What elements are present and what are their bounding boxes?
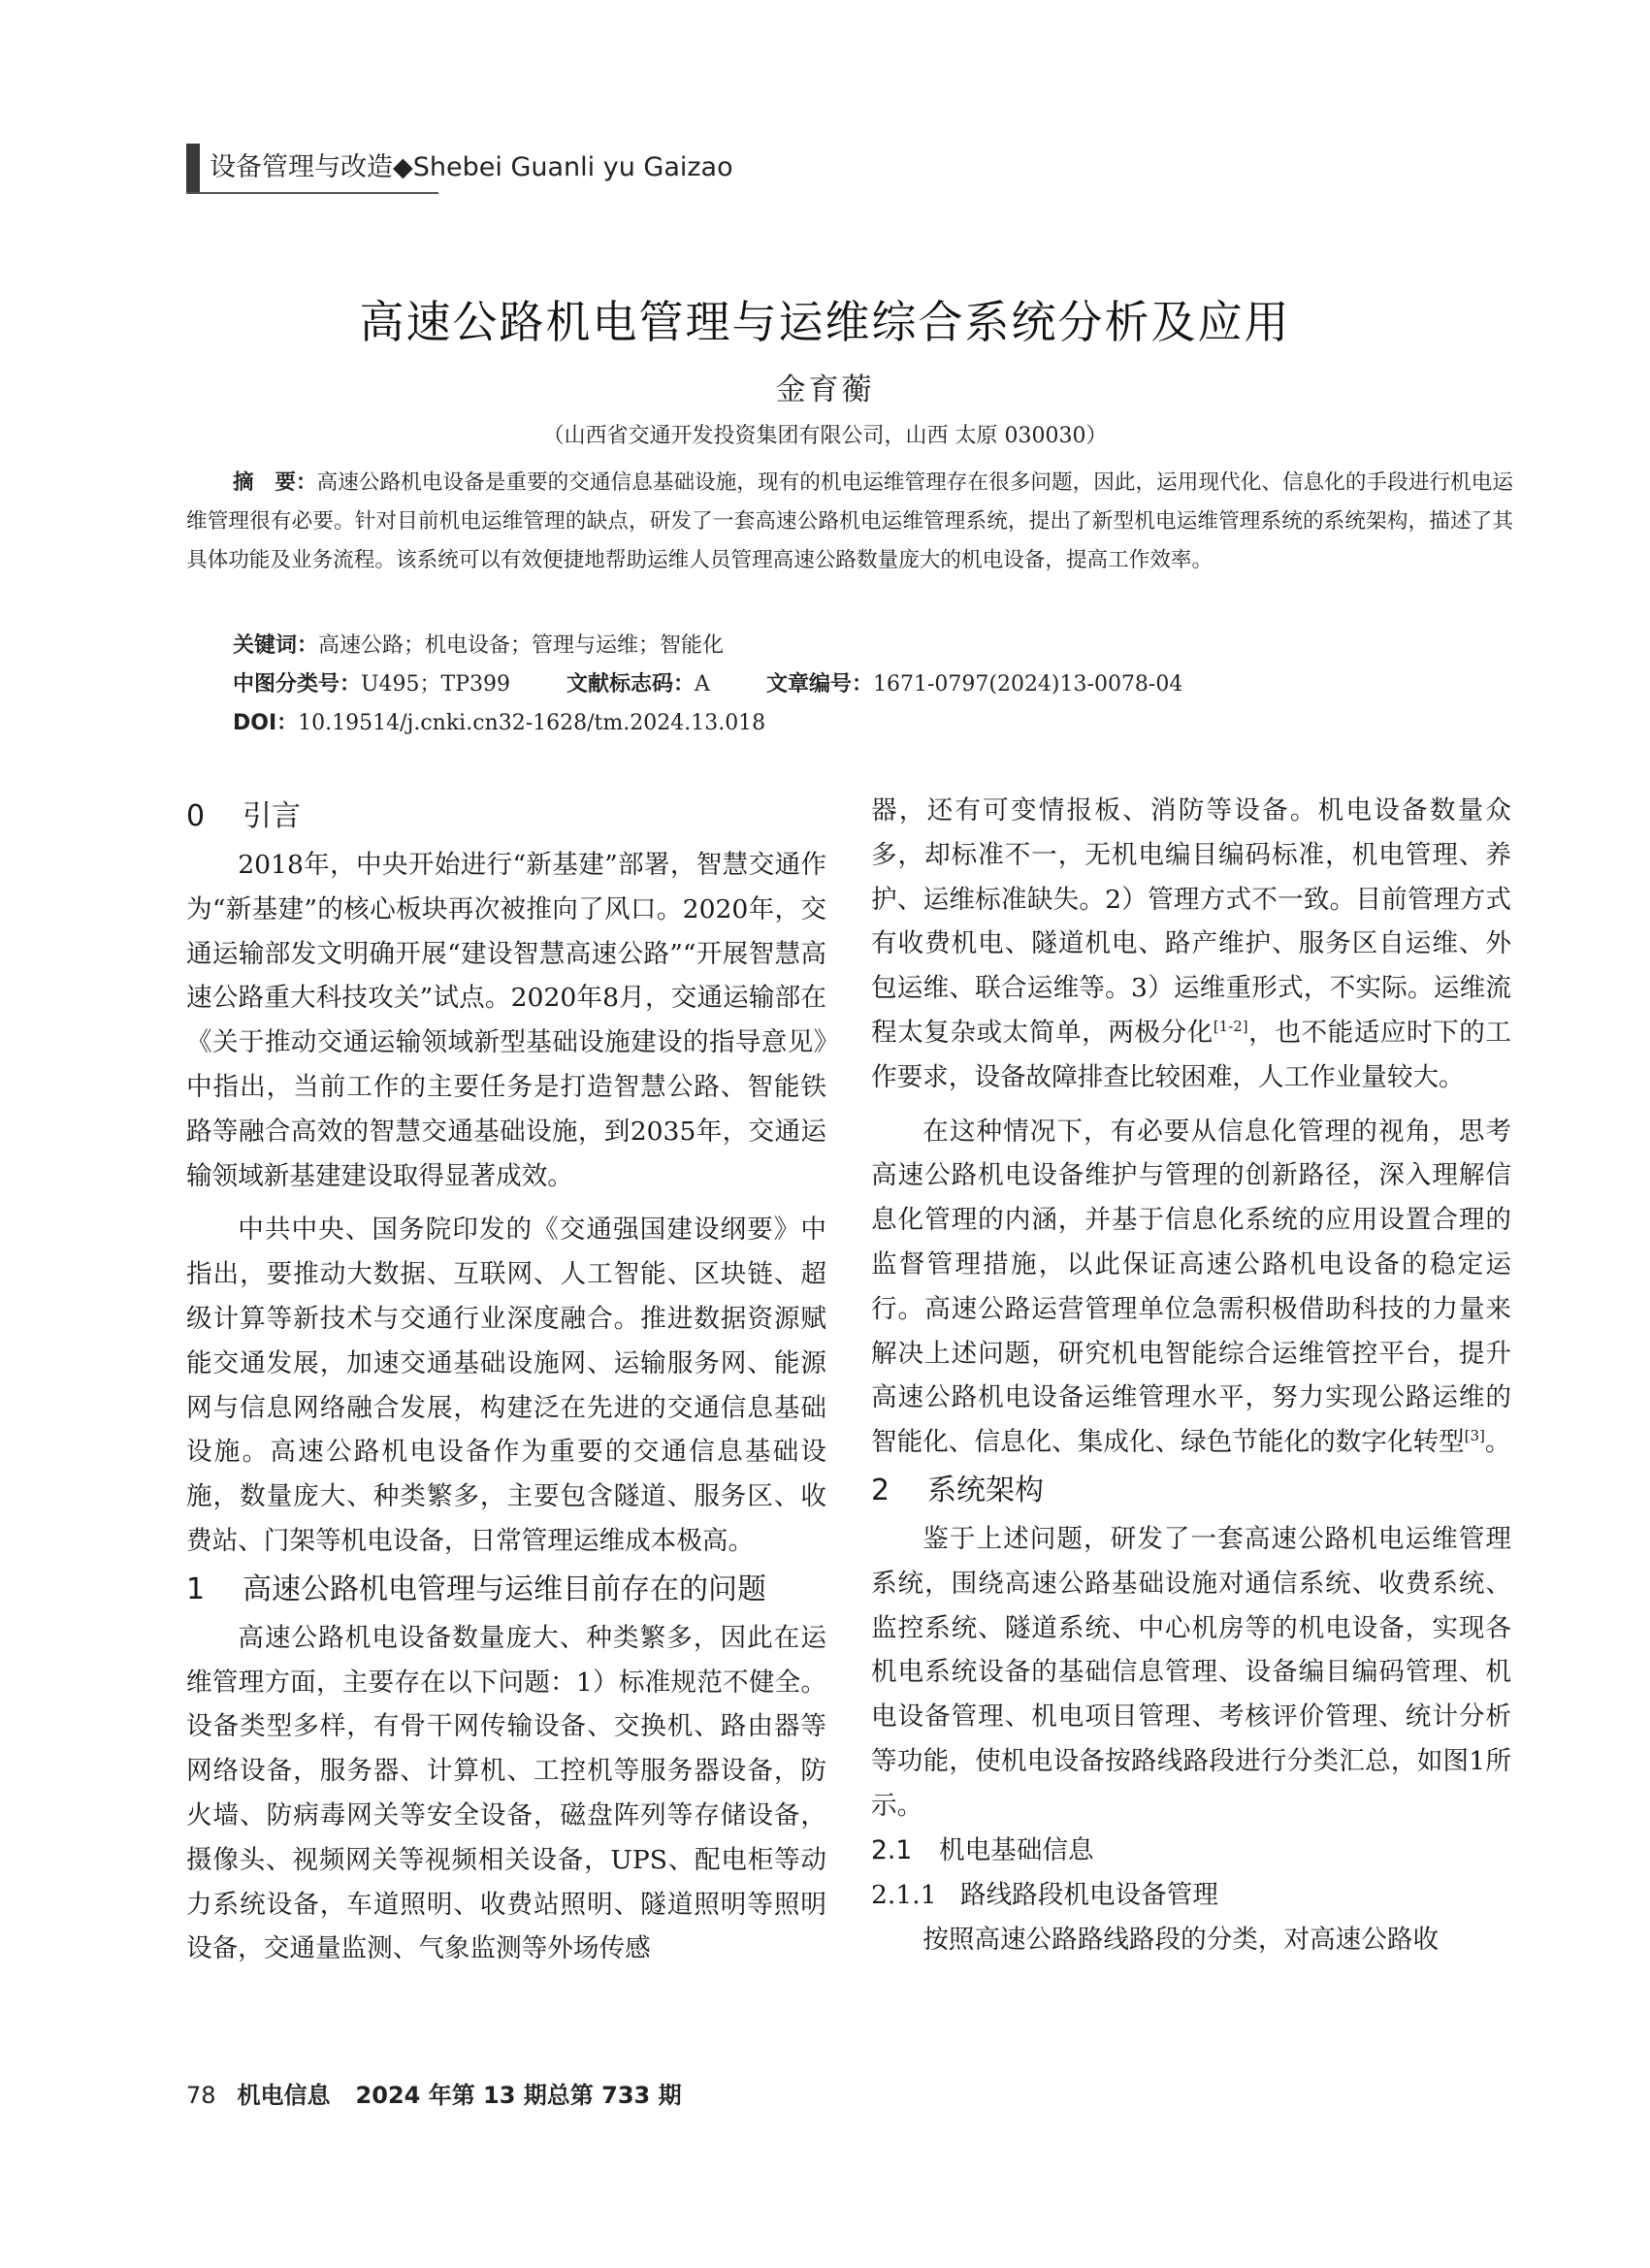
journal-name: 机电信息 [237,2082,331,2109]
article-no-label: 文章编号： [765,672,873,697]
keywords-text: 高速公路；机电设备；管理与运维；智能化 [318,633,725,658]
left-column [186,791,826,1971]
paragraph: 鉴于上述问题，研发了一套高速公路机电运维管理系统，围绕高速公路基础设施对通信系统、收费系统、监控系统、隧道系统、中心机房等的机电设备，实现各机电系统设备的基础信息管理、设备编目编码管理、机电设备管理、机电项目管理、考核评价管理、统计分析等功能，使机电设备按路线路段进行分类汇总，如图1所示。 [871,1523,1511,1821]
paragraph: 按照高速公路路线路段的分类，对高速公路收 [922,1924,1440,1955]
doi [233,706,765,736]
article-no-value: 1671-0797(2024)13-0078-04 [872,672,1183,697]
abstract-text: 高速公路机电设备是重要的交通信息基础设施，现有的机电运维管理存在很多问题，因此，运用现代化、信息化的手段进行机电运维管理很有必要。针对目前机电运维管理的缺点，研发了一套高速公路机电运维管理系统，提出了新型机电运维管理系统的系统架构，描述了其具体功能及业务流程。该系统可以有效便捷地帮助运维人员管理高速公路数量庞大的机电设备，提高工作效率。 [186,470,1513,572]
keywords [233,629,724,659]
affiliation: （山西省交通开发投资集团有限公司，山西 太原 030030） [542,424,1108,448]
doi-value: 10.19514/j.cnki.cn32-1628/tm.2024.13.018 [298,711,766,735]
paper-title: 高速公路机电管理与运维综合系统分析及应用 [359,296,1291,348]
running-header [210,146,733,183]
issue-info: 2024 年第 13 期总第 733 期 [355,2082,682,2109]
classification [233,667,1182,697]
paragraph: 器，还有可变情报板、消防等设备。机电设备数量众多，却标准不一，无机电编目编码标准，机电管理、养护、运维标准缺失。2）管理方式不一致。目前管理方式有收费机电、隧道机电、路产维护、服务区自运维、外包运维、联合运维等。3）运维重形式，不实际。运维流程太复杂或太简单，两极分化[1-2]，也不能适应时下的工作要求，设备故障排查比较困难，人工作业量较大。 [871,795,1512,1092]
citation: [3] [1464,1427,1485,1445]
keywords-label: 关键词： [233,633,319,658]
page-footer [186,2076,682,2110]
right-column [871,789,1511,1961]
page-number: 78 [186,2082,216,2109]
header-pinyin: Shebei Guanli yu Gaizao [412,152,733,182]
citation: [1-2] [1213,1018,1248,1036]
diamond-icon: ◆ [393,152,413,182]
paragraph: 在这种情况下，有必要从信息化管理的视角，思考高速公路机电设备维护与管理的创新路径，深入理解信息化管理的内涵，并基于信息化系统的应用设置合理的监督管理措施，以此保证高速公路机电设备的稳定运行。高速公路运营管理单位急需积极借助科技的力量来解决上述问题，研究机电智能综合运维管控平台，提升高速公路机电设备运维管理水平，努力实现公路运维的智能化、信息化、集成化、绿色节能化的数字化转型[3]。 [871,1116,1511,1458]
subsubsection-heading-2-1-1: 2.1.1 路线路段机电设备管理 [871,1879,1218,1910]
author: 金育蘅 [775,373,875,407]
abstract-label: 摘 要： [233,470,317,495]
section-heading-1: 1 高速公路机电管理与运维目前存在的问题 [186,1571,766,1606]
header-bar [186,144,200,192]
doi-label: DOI： [233,711,299,735]
section-heading-2: 2 系统架构 [871,1473,1044,1507]
header-underline [186,192,438,194]
subsection-heading-2-1: 2.1 机电基础信息 [871,1834,1094,1865]
paragraph: 高速公路机电设备数量庞大、种类繁多，因此在运维管理方面，主要存在以下问题：1）标准规范不健全。设备类型多样，有骨干网传输设备、交换机、路由器等网络设备，服务器、计算机、工控机等服务器设备，防火墙、防病毒网关等安全设备，磁盘阵列等存储设备，摄像头、视频网关等视频相关设备，UPS、配电柜等动力系统设备，车道照明、收费站照明、隧道照明等照明设备，交通量监测、气象监测等外场传感 [186,1622,826,1964]
header-section: 设备管理与改造 [210,152,393,182]
clc-label: 中图分类号： [233,672,362,697]
paragraph: 中共中央、国务院印发的《交通强国建设纲要》中指出，要推动大数据、互联网、人工智能、区块链、超级计算等新技术与交通行业深度融合。推进数据资源赋能交通发展，加速交通基础设施网、运输服务网、能源网与信息网络融合发展，构建泛在先进的交通信息基础设施。高速公路机电设备作为重要的交通信息基础设施，数量庞大、种类繁多，主要包含隧道、服务区、收费站、门架等机电设备，日常管理运维成本极高。 [186,1215,826,1556]
doc-code-label: 文献标志码： [566,672,696,697]
section-heading-0: 0 引言 [186,799,301,833]
abstract [186,464,1513,580]
clc-value: U495；TP399 [361,672,511,697]
doc-code-value: A [695,672,710,697]
paragraph: 2018年，中央开始进行“新基建”部署，智慧交通作为“新基建”的核心板块再次被推向了风口。2020年，交通运输部发文明确开展“建设智慧高速公路”“开展智慧高速公路重大科技攻关”试点。2020年8月，交通运输部在《关于推动交通运输领域新型基础设施建设的指导意见》中指出，当前工作的主要任务是打造智慧公路、智能铁路等融合高效的智慧交通基础设施，到2035年，交通运输领域新基建建设取得显著成效。 [186,850,826,1191]
